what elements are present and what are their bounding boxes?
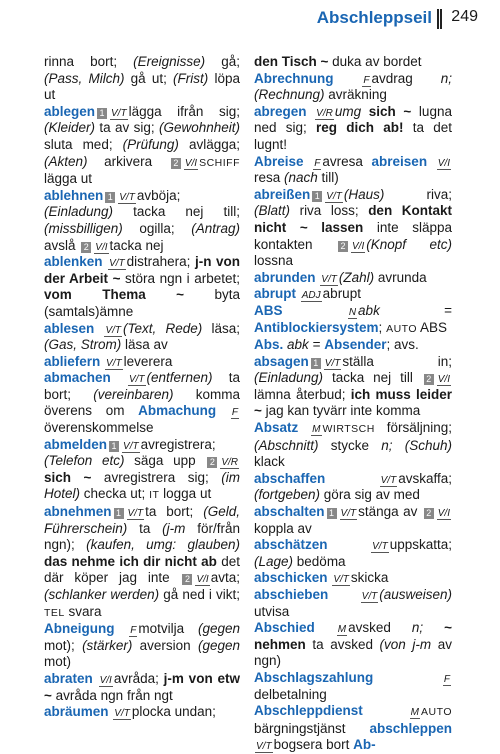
grammar-tag: V/I (437, 374, 450, 386)
gloss-note: (fortgeben) (254, 487, 321, 503)
gloss-note: (Kleider) (44, 120, 96, 136)
sense-number: 1 (114, 508, 124, 519)
dictionary-entry (44, 354, 240, 371)
translation-text (283, 303, 347, 318)
phrase: sich ~ (368, 103, 412, 119)
headword: abreißen (254, 186, 311, 202)
grammar-tag: ADJ (301, 290, 321, 302)
translation-text: duka av bordet (328, 54, 422, 69)
grammar-tag: V/I (437, 157, 450, 169)
headword: Antiblockiersystem (254, 319, 379, 335)
translation-text: plocka undan; (131, 704, 216, 720)
translation-text: bogsera bort (273, 737, 354, 753)
headword: ablenken (44, 254, 103, 270)
headword: abschicken (254, 570, 328, 586)
translation-text: koppla av (254, 520, 312, 536)
translation-text: leverera (123, 353, 173, 369)
translation-text (328, 570, 332, 585)
dictionary-entry (254, 570, 452, 587)
domain-label: TEL (44, 606, 65, 619)
translation-text: riva; (384, 186, 452, 202)
translation-text (94, 321, 103, 336)
translation-text: avlägga; (178, 136, 240, 152)
gloss-note: (Gewohnheit) (158, 120, 240, 136)
translation-text: ställa in; (342, 353, 452, 369)
grammar-tag: V/T (123, 440, 139, 452)
translation-text: ta bort; (44, 370, 240, 402)
grammar-tag: M (337, 624, 347, 636)
translation-text: skicka (350, 570, 389, 586)
translation-text: mot); (44, 637, 83, 653)
gloss-note: (Knopf etc) (366, 236, 452, 252)
sense-number: 1 (327, 508, 337, 519)
dictionary-entry (44, 321, 240, 354)
headword: Ab- (353, 737, 376, 753)
translation-text: riva loss; (290, 203, 369, 219)
grammar-tag: V/T (326, 190, 342, 202)
translation-text: motvilja (138, 621, 198, 637)
gloss-note: (im Hotel) (44, 469, 240, 502)
headword: abmachen (44, 370, 111, 386)
translation-text: avskaffa; (398, 470, 452, 486)
grammar-tag: N (348, 306, 357, 318)
translation-text: avrunda (374, 269, 427, 285)
sense-number: 2 (182, 574, 192, 585)
translation-text: sluta med; (44, 136, 123, 152)
headword: abregen (254, 103, 307, 119)
translation-text: = (308, 337, 325, 353)
grammar-tag: V/T (119, 191, 135, 203)
translation-text: logga ut (159, 486, 212, 502)
gloss-note: abk (287, 337, 309, 353)
gloss-note: (ausweisen) (379, 587, 452, 602)
grammar-tag: F (130, 625, 137, 637)
headword: ablesen (44, 320, 95, 336)
grammar-tag: V/T (321, 273, 337, 285)
phrase: den Tisch ~ (254, 54, 329, 69)
phrase: reg dich ab! (316, 120, 404, 136)
gloss-note: (stärker) (82, 637, 133, 653)
gloss-note: (gegen (197, 637, 240, 653)
dictionary-entry (254, 354, 452, 420)
dictionary-entry (44, 104, 240, 188)
grammar-tag: F (314, 157, 321, 169)
translation-text: gå ut; (124, 70, 174, 86)
phrase: vom Thema ~ (44, 287, 185, 303)
grammar-tag: V/T (380, 474, 397, 486)
phrase: j-n von der Arbeit ~ (44, 254, 240, 286)
translation-text: ta av sig; (95, 120, 159, 136)
translation-text: abrupt (322, 286, 361, 302)
translation-text (328, 587, 359, 602)
translation-text (363, 703, 409, 718)
grammar-tag: V/T (324, 357, 341, 369)
grammar-tag: V/I (352, 240, 365, 252)
dictionary-entry (44, 54, 240, 104)
translation-text: avregistrera sig; (91, 469, 222, 485)
translation-text (115, 621, 129, 636)
grammar-tag: V/I (196, 574, 209, 586)
gloss-note: (Gas, Strom) (44, 337, 122, 353)
sense-number: 2 (207, 457, 217, 468)
dictionary-entry (254, 270, 452, 287)
headword: abrupt (254, 286, 296, 302)
translation-text: mot) (44, 654, 71, 670)
headword: Abreise (254, 153, 304, 169)
translation-text: tacka nej till (323, 370, 422, 386)
grammar-tag: V/T (256, 741, 272, 753)
gloss-note: (Prüfung) (122, 136, 179, 152)
gloss-note: (Frist) (173, 70, 209, 86)
translation-text: avråda ngn från ngt (51, 687, 173, 703)
dictionary-entry (254, 154, 452, 187)
translation-text (296, 286, 300, 301)
gloss-note: n; (411, 620, 424, 636)
dictionary-entry (254, 620, 452, 670)
headword: abschätzen (254, 537, 328, 553)
sense-number: 2 (424, 508, 434, 519)
translation-text (298, 420, 310, 435)
gloss-note: (Pass, Milch) (44, 70, 125, 86)
phrase: ich muss leider ~ (254, 386, 453, 419)
grammar-tag: V/R (316, 107, 333, 119)
headword: Abschlagszahlung (254, 669, 374, 685)
dictionary-entry (254, 670, 452, 703)
translation-text (307, 104, 315, 119)
gloss-note: (Text, Rede) (123, 320, 203, 336)
sense-number: 2 (171, 158, 181, 169)
translation-text (328, 537, 371, 552)
translation-text: avböja; (136, 187, 181, 203)
translation-text: lämna återbud; (254, 386, 351, 402)
gloss-note: abk (358, 302, 380, 318)
headword: absagen (254, 353, 309, 369)
translation-text (109, 704, 113, 719)
gloss-note: (Geld, Führerschein) (44, 504, 240, 536)
grammar-tag: F (231, 407, 238, 419)
headword: Absatz (254, 420, 299, 436)
grammar-tag: V/T (128, 374, 145, 386)
gloss-note: (j-m (162, 520, 186, 536)
dictionary-entry (254, 303, 452, 337)
grammar-tag: V/I (99, 674, 112, 686)
left-column (44, 54, 240, 721)
translation-text: byta (samtals)ämne (44, 287, 240, 319)
gloss-note: (Haus) (343, 186, 385, 202)
dictionary-entry (254, 54, 452, 71)
gloss-note: (gegen (197, 621, 240, 637)
gloss-note: (schlanker werden) (44, 587, 160, 602)
headword: ablegen (44, 103, 96, 119)
dictionary-entry (44, 437, 240, 504)
translation-text: avsked (348, 620, 412, 636)
grammar-tag: V/T (109, 258, 125, 270)
gloss-note: (Blatt) (254, 203, 291, 219)
headword: abraten (44, 670, 93, 686)
dictionary-entry (254, 471, 452, 504)
grammar-tag: M (312, 424, 321, 436)
grammar-tag: V/T (340, 508, 357, 520)
translation-text: avdrag (371, 70, 441, 86)
dictionary-entry (254, 71, 452, 104)
header-divider (437, 9, 442, 29)
translation-text: jag kan tyvärr inte komma (261, 403, 421, 419)
translation-text: ABS (417, 319, 448, 335)
domain-label: SCHIFF (199, 156, 240, 169)
dictionary-entry (254, 537, 452, 570)
gloss-note: (nach (284, 170, 318, 186)
translation-text: ; (378, 319, 387, 335)
translation-text (316, 270, 320, 285)
domain-label: AUTO (421, 706, 452, 719)
headword: abmelden (44, 436, 108, 452)
page-header (0, 8, 500, 38)
gloss-note: (Telefon etc) (44, 453, 125, 469)
translation-text: störa ngn i arbetet; (120, 270, 240, 286)
translation-text (216, 403, 230, 418)
gloss-note: (Rechnung) (254, 87, 325, 103)
right-column (254, 54, 452, 754)
grammar-tag: F (443, 673, 450, 685)
gloss-note: (Einladung) (254, 370, 324, 386)
translation-text (315, 620, 336, 635)
phrase: j-m von etw ~ (44, 670, 240, 703)
headword: abreisen (371, 153, 428, 169)
phrase: ~ nehmen (254, 620, 452, 652)
sense-number: 2 (81, 242, 91, 253)
grammar-tag: V/T (111, 107, 127, 119)
phrase: das nehme ich dir nicht ab (44, 553, 217, 569)
dictionary-entry (254, 420, 452, 471)
headword: abschalten (254, 504, 325, 520)
dictionary-entry (254, 187, 452, 270)
translation-text (325, 471, 378, 486)
translation-text: för/från ngn); (44, 520, 240, 553)
translation-text: checka ut; (80, 486, 150, 502)
headword: Abmachung (138, 403, 217, 419)
translation-text: utvisa (254, 603, 290, 619)
translation-text: tacka nej till; (113, 204, 240, 220)
headword: ABS (254, 302, 283, 318)
translation-text: = (379, 302, 452, 318)
grammar-tag: V/I (437, 508, 450, 520)
grammar-tag: M (410, 707, 420, 719)
grammar-tag: V/T (127, 508, 144, 520)
headword: Abneigung (44, 621, 115, 637)
sense-number: 1 (312, 191, 322, 202)
translation-text: tacka nej (109, 237, 164, 253)
grammar-tag: V/I (184, 157, 198, 169)
sense-number: 2 (338, 241, 348, 252)
gloss-note: (Abschnitt) (254, 437, 319, 453)
translation-text: lägga ifrån sig; (128, 103, 240, 119)
translation-text: avta; (210, 570, 240, 586)
headword: abschaffen (254, 470, 326, 486)
headword: abräumen (44, 704, 109, 720)
translation-text: lossna (254, 253, 294, 269)
gloss-note: (Lage) (254, 553, 294, 569)
translation-text: stycke (318, 437, 382, 453)
translation-text: resa (254, 170, 285, 186)
headword: Abs. (254, 337, 284, 353)
translation-text: löpa ut (44, 70, 240, 103)
translation-text: lägga ut (44, 171, 93, 187)
translation-text: ta det lugnt! (254, 120, 452, 152)
sense-number: 1 (311, 358, 321, 369)
grammar-tag: V/I (95, 241, 108, 253)
dictionary-entry (254, 504, 452, 537)
dictionary-entry (44, 704, 240, 721)
gloss-note: (entfernen) (146, 370, 213, 386)
grammar-tag: V/T (106, 357, 122, 369)
translation-text: distrahera; (126, 254, 195, 270)
translation-text: avregistrera; (140, 436, 216, 452)
translation-text: överenskommelse (44, 420, 154, 436)
translation-text (111, 370, 127, 385)
translation-text: det där köper jag inte (44, 553, 240, 586)
headword: Abrechnung (254, 70, 334, 86)
headword: abrunden (254, 269, 316, 285)
gloss-note: (Zahl) (338, 269, 375, 285)
grammar-tag: V/T (105, 324, 122, 336)
sense-number: 2 (424, 374, 434, 385)
translation-text (103, 254, 108, 269)
gloss-note: (Schuh) (404, 437, 452, 453)
dictionary-entry (44, 504, 240, 621)
translation-text: läsa; (202, 320, 240, 336)
translation-text (392, 438, 404, 453)
gloss-note: (Einladung) (44, 204, 114, 220)
gloss-note: (Akten) (44, 153, 88, 169)
dictionary-entry (254, 104, 452, 154)
headword: abschleppen (369, 720, 452, 736)
gloss-note: (von j-m (379, 636, 432, 652)
dictionary-entry (44, 188, 240, 254)
translation-text: avslå (44, 237, 80, 253)
grammar-tag: V/R (221, 457, 238, 469)
dictionary-entry (254, 587, 452, 620)
translation-text: uppskatta; (389, 537, 452, 553)
translation-text (93, 671, 98, 686)
gloss-note: (missbilligen) (44, 220, 123, 236)
translation-text: bedöma (293, 553, 346, 569)
translation-text: ; avs. (386, 337, 419, 353)
translation-text: av ngn) (254, 636, 452, 669)
translation-text: lugna ned sig; (254, 103, 452, 136)
translation-text (100, 354, 104, 369)
dictionary-entry (44, 254, 240, 320)
translation-text (427, 154, 436, 169)
gloss-note: (Ereignisse) (133, 54, 206, 69)
translation-text: gå; (205, 54, 240, 69)
phrase: sich ~ (44, 469, 92, 485)
translation-text (361, 104, 369, 119)
translation-text: svara (64, 603, 102, 619)
dictionary-entry (44, 671, 240, 704)
translation-text: klack (254, 454, 285, 470)
translation-text: arkivera (87, 153, 169, 169)
translation-text: ta bort; (145, 504, 204, 520)
headword: abschieben (254, 587, 329, 602)
gloss-note: n; (381, 437, 393, 453)
sense-number: 1 (97, 108, 107, 119)
sense-number: 1 (105, 192, 115, 203)
gloss-note: (vereinbaren) (93, 386, 174, 402)
dictionary-entry (254, 703, 452, 754)
translation-text: säga upp (124, 453, 206, 469)
gloss-note: n; (440, 70, 452, 86)
grammar-tag: F (363, 74, 370, 86)
headword: Absender (324, 337, 387, 353)
dictionary-entry (44, 370, 240, 436)
domain-label: IT (149, 489, 160, 502)
translation-text: försäljning; (374, 420, 452, 436)
translation-text (373, 670, 442, 685)
gloss-note: umg (334, 103, 362, 119)
grammar-tag: V/T (114, 708, 130, 720)
translation-text: till) (317, 170, 339, 186)
dictionary-entry (254, 337, 452, 354)
translation-text: bärgningstjänst (254, 720, 370, 736)
translation-text: göra sig av med (320, 487, 420, 503)
translation-text: ogilla; (122, 220, 192, 236)
translation-text: stänga av (358, 504, 422, 520)
translation-text: avråda; (113, 670, 164, 686)
grammar-tag: V/T (333, 574, 349, 586)
translation-text: avresa (322, 153, 372, 169)
phrase: den Kontakt nicht ~ lassen (254, 203, 452, 235)
translation-text (304, 154, 313, 169)
translation-text: gå ned i vikt; (159, 587, 241, 602)
headword: abliefern (44, 353, 101, 369)
headword: ablehnen (44, 187, 104, 203)
page-number: 249 (451, 8, 478, 25)
translation-text: komma överens om (44, 386, 241, 419)
translation-text: läsa av (121, 337, 168, 353)
translation-text: avräkning (324, 87, 387, 103)
grammar-tag: V/T (361, 591, 378, 602)
domain-label: AUTO (386, 322, 418, 335)
gloss-note: (kaufen, umg: glauben) (86, 537, 240, 553)
dictionary-entry (44, 621, 240, 671)
running-head-word: Abschleppseil (316, 8, 432, 27)
translation-text: delbetalning (254, 686, 327, 702)
translation-text: rinna bort; (44, 54, 134, 69)
translation-text: ta avsked (305, 636, 380, 652)
translation-text (334, 71, 362, 86)
translation-text: inte släppa kontakten (254, 219, 452, 252)
dictionary-entry (254, 286, 452, 303)
headword: Abschleppdienst (254, 703, 363, 719)
translation-text (423, 620, 444, 635)
domain-label: WIRTSCH (322, 423, 375, 436)
headword: abnehmen (44, 504, 112, 520)
translation-text: ta (127, 520, 163, 536)
sense-number: 1 (109, 441, 119, 452)
gloss-note: (Antrag) (191, 220, 240, 236)
headword: Abschied (254, 620, 315, 636)
translation-text: aversion (132, 637, 198, 653)
grammar-tag: V/T (372, 541, 388, 553)
